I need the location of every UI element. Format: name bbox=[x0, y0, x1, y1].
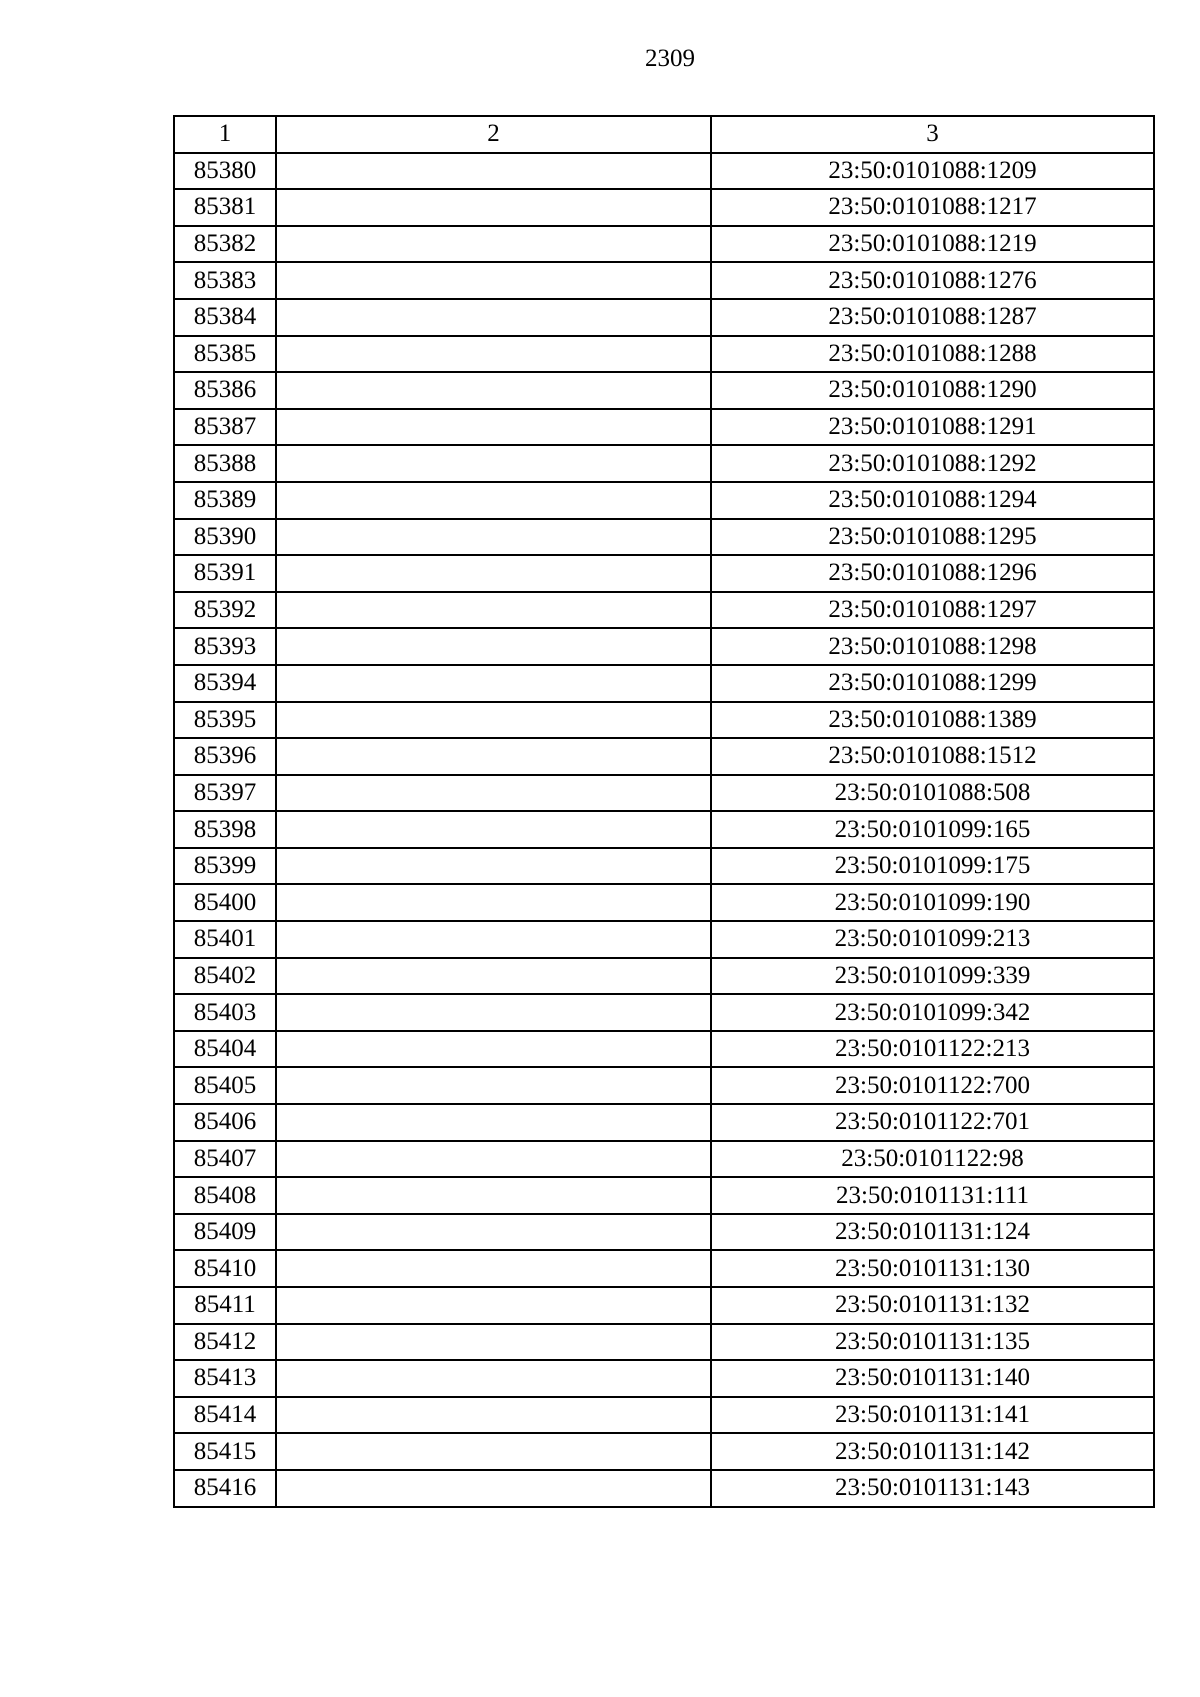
table-row bbox=[174, 1141, 1154, 1178]
row-number-cell: 85392 bbox=[174, 592, 276, 629]
row-number-cell: 85406 bbox=[174, 1104, 276, 1141]
row-number-cell: 85410 bbox=[174, 1250, 276, 1287]
table-header bbox=[174, 116, 1154, 153]
row-number-cell: 85409 bbox=[174, 1214, 276, 1251]
description-cell bbox=[276, 1397, 711, 1434]
description-cell bbox=[276, 226, 711, 263]
description-cell bbox=[276, 1433, 711, 1470]
description-cell bbox=[276, 555, 711, 592]
table-row bbox=[174, 665, 1154, 702]
table-row bbox=[174, 1470, 1154, 1507]
table-row bbox=[174, 409, 1154, 446]
cadastral-number-cell: 23:50:0101131:142 bbox=[711, 1433, 1154, 1470]
cadastral-number-cell: 23:50:0101088:1291 bbox=[711, 409, 1154, 446]
description-cell bbox=[276, 994, 711, 1031]
table-row bbox=[174, 1287, 1154, 1324]
cadastral-number-cell: 23:50:0101131:130 bbox=[711, 1250, 1154, 1287]
row-number-cell: 85405 bbox=[174, 1067, 276, 1104]
description-cell bbox=[276, 628, 711, 665]
table-row bbox=[174, 628, 1154, 665]
row-number-cell: 85414 bbox=[174, 1397, 276, 1434]
row-number-cell: 85399 bbox=[174, 848, 276, 885]
cadastral-number-cell: 23:50:0101131:111 bbox=[711, 1177, 1154, 1214]
registry-table bbox=[173, 115, 1155, 1508]
description-cell bbox=[276, 848, 711, 885]
cadastral-number-cell: 23:50:0101122:701 bbox=[711, 1104, 1154, 1141]
cadastral-number-cell: 23:50:0101088:1295 bbox=[711, 519, 1154, 556]
table-row bbox=[174, 262, 1154, 299]
description-cell bbox=[276, 153, 711, 190]
table-row bbox=[174, 1324, 1154, 1361]
description-cell bbox=[276, 482, 711, 519]
description-cell bbox=[276, 409, 711, 446]
cadastral-number-cell: 23:50:0101088:1219 bbox=[711, 226, 1154, 263]
description-cell bbox=[276, 189, 711, 226]
row-number-cell: 85416 bbox=[174, 1470, 276, 1507]
cadastral-number-cell: 23:50:0101088:1389 bbox=[711, 702, 1154, 739]
cadastral-number-cell: 23:50:0101088:1276 bbox=[711, 262, 1154, 299]
header-row bbox=[174, 116, 1154, 153]
cadastral-number-cell: 23:50:0101088:1299 bbox=[711, 665, 1154, 702]
table-row bbox=[174, 738, 1154, 775]
column-header-3: 3 bbox=[711, 116, 1154, 153]
table-row bbox=[174, 884, 1154, 921]
table-row bbox=[174, 1397, 1154, 1434]
cadastral-number-cell: 23:50:0101099:190 bbox=[711, 884, 1154, 921]
description-cell bbox=[276, 702, 711, 739]
row-number-cell: 85395 bbox=[174, 702, 276, 739]
table-row bbox=[174, 153, 1154, 190]
description-cell bbox=[276, 262, 711, 299]
cadastral-number-cell: 23:50:0101099:165 bbox=[711, 811, 1154, 848]
row-number-cell: 85381 bbox=[174, 189, 276, 226]
description-cell bbox=[276, 1324, 711, 1361]
row-number-cell: 85412 bbox=[174, 1324, 276, 1361]
description-cell bbox=[276, 1250, 711, 1287]
row-number-cell: 85394 bbox=[174, 665, 276, 702]
row-number-cell: 85383 bbox=[174, 262, 276, 299]
cadastral-number-cell: 23:50:0101088:1512 bbox=[711, 738, 1154, 775]
table-row bbox=[174, 336, 1154, 373]
row-number-cell: 85382 bbox=[174, 226, 276, 263]
row-number-cell: 85413 bbox=[174, 1360, 276, 1397]
table-row bbox=[174, 1104, 1154, 1141]
cadastral-number-cell: 23:50:0101099:175 bbox=[711, 848, 1154, 885]
cadastral-number-cell: 23:50:0101088:1296 bbox=[711, 555, 1154, 592]
cadastral-number-cell: 23:50:0101088:1292 bbox=[711, 445, 1154, 482]
row-number-cell: 85388 bbox=[174, 445, 276, 482]
row-number-cell: 85390 bbox=[174, 519, 276, 556]
description-cell bbox=[276, 299, 711, 336]
cadastral-number-cell: 23:50:0101088:1217 bbox=[711, 189, 1154, 226]
row-number-cell: 85401 bbox=[174, 921, 276, 958]
table-row bbox=[174, 372, 1154, 409]
cadastral-number-cell: 23:50:0101088:1294 bbox=[711, 482, 1154, 519]
description-cell bbox=[276, 738, 711, 775]
table-row bbox=[174, 592, 1154, 629]
table-body bbox=[174, 153, 1154, 1507]
table-row bbox=[174, 994, 1154, 1031]
row-number-cell: 85380 bbox=[174, 153, 276, 190]
row-number-cell: 85408 bbox=[174, 1177, 276, 1214]
row-number-cell: 85396 bbox=[174, 738, 276, 775]
description-cell bbox=[276, 1360, 711, 1397]
cadastral-number-cell: 23:50:0101099:213 bbox=[711, 921, 1154, 958]
table-row bbox=[174, 958, 1154, 995]
row-number-cell: 85397 bbox=[174, 775, 276, 812]
table-row bbox=[174, 921, 1154, 958]
row-number-cell: 85402 bbox=[174, 958, 276, 995]
description-cell bbox=[276, 372, 711, 409]
table-row bbox=[174, 1433, 1154, 1470]
table-row bbox=[174, 702, 1154, 739]
cadastral-number-cell: 23:50:0101131:143 bbox=[711, 1470, 1154, 1507]
cadastral-number-cell: 23:50:0101088:1288 bbox=[711, 336, 1154, 373]
cadastral-number-cell: 23:50:0101122:98 bbox=[711, 1141, 1154, 1178]
table-row bbox=[174, 519, 1154, 556]
table-row bbox=[174, 482, 1154, 519]
table-row bbox=[174, 1250, 1154, 1287]
cadastral-number-cell: 23:50:0101131:132 bbox=[711, 1287, 1154, 1324]
table-row bbox=[174, 1031, 1154, 1068]
cadastral-number-cell: 23:50:0101088:508 bbox=[711, 775, 1154, 812]
description-cell bbox=[276, 1214, 711, 1251]
description-cell bbox=[276, 665, 711, 702]
description-cell bbox=[276, 921, 711, 958]
description-cell bbox=[276, 958, 711, 995]
cadastral-number-cell: 23:50:0101131:140 bbox=[711, 1360, 1154, 1397]
row-number-cell: 85415 bbox=[174, 1433, 276, 1470]
row-number-cell: 85407 bbox=[174, 1141, 276, 1178]
cadastral-number-cell: 23:50:0101088:1290 bbox=[711, 372, 1154, 409]
description-cell bbox=[276, 884, 711, 921]
row-number-cell: 85404 bbox=[174, 1031, 276, 1068]
table-row bbox=[174, 848, 1154, 885]
cadastral-number-cell: 23:50:0101088:1287 bbox=[711, 299, 1154, 336]
cadastral-number-cell: 23:50:0101099:339 bbox=[711, 958, 1154, 995]
row-number-cell: 85403 bbox=[174, 994, 276, 1031]
description-cell bbox=[276, 1141, 711, 1178]
description-cell bbox=[276, 1177, 711, 1214]
cadastral-number-cell: 23:50:0101131:135 bbox=[711, 1324, 1154, 1361]
cadastral-number-cell: 23:50:0101131:124 bbox=[711, 1214, 1154, 1251]
page-number: 2309 bbox=[645, 45, 695, 72]
cadastral-number-cell: 23:50:0101088:1297 bbox=[711, 592, 1154, 629]
description-cell bbox=[276, 1067, 711, 1104]
table-row bbox=[174, 1067, 1154, 1104]
description-cell bbox=[276, 1104, 711, 1141]
row-number-cell: 85400 bbox=[174, 884, 276, 921]
description-cell bbox=[276, 1031, 711, 1068]
cadastral-number-cell: 23:50:0101122:213 bbox=[711, 1031, 1154, 1068]
description-cell bbox=[276, 519, 711, 556]
table-row bbox=[174, 226, 1154, 263]
column-header-2: 2 bbox=[276, 116, 711, 153]
row-number-cell: 85398 bbox=[174, 811, 276, 848]
cadastral-number-cell: 23:50:0101122:700 bbox=[711, 1067, 1154, 1104]
column-header-1: 1 bbox=[174, 116, 276, 153]
table-row bbox=[174, 811, 1154, 848]
description-cell bbox=[276, 775, 711, 812]
row-number-cell: 85386 bbox=[174, 372, 276, 409]
cadastral-number-cell: 23:50:0101088:1298 bbox=[711, 628, 1154, 665]
cadastral-number-cell: 23:50:0101088:1209 bbox=[711, 153, 1154, 190]
table-row bbox=[174, 189, 1154, 226]
row-number-cell: 85411 bbox=[174, 1287, 276, 1324]
table-row bbox=[174, 1177, 1154, 1214]
table-row bbox=[174, 775, 1154, 812]
description-cell bbox=[276, 592, 711, 629]
table-row bbox=[174, 555, 1154, 592]
row-number-cell: 85391 bbox=[174, 555, 276, 592]
description-cell bbox=[276, 336, 711, 373]
table-row bbox=[174, 1360, 1154, 1397]
description-cell bbox=[276, 811, 711, 848]
table-row bbox=[174, 1214, 1154, 1251]
cadastral-number-cell: 23:50:0101099:342 bbox=[711, 994, 1154, 1031]
description-cell bbox=[276, 445, 711, 482]
row-number-cell: 85385 bbox=[174, 336, 276, 373]
row-number-cell: 85389 bbox=[174, 482, 276, 519]
description-cell bbox=[276, 1287, 711, 1324]
row-number-cell: 85387 bbox=[174, 409, 276, 446]
description-cell bbox=[276, 1470, 711, 1507]
cadastral-number-cell: 23:50:0101131:141 bbox=[711, 1397, 1154, 1434]
row-number-cell: 85393 bbox=[174, 628, 276, 665]
table-row bbox=[174, 445, 1154, 482]
table-row bbox=[174, 299, 1154, 336]
row-number-cell: 85384 bbox=[174, 299, 276, 336]
